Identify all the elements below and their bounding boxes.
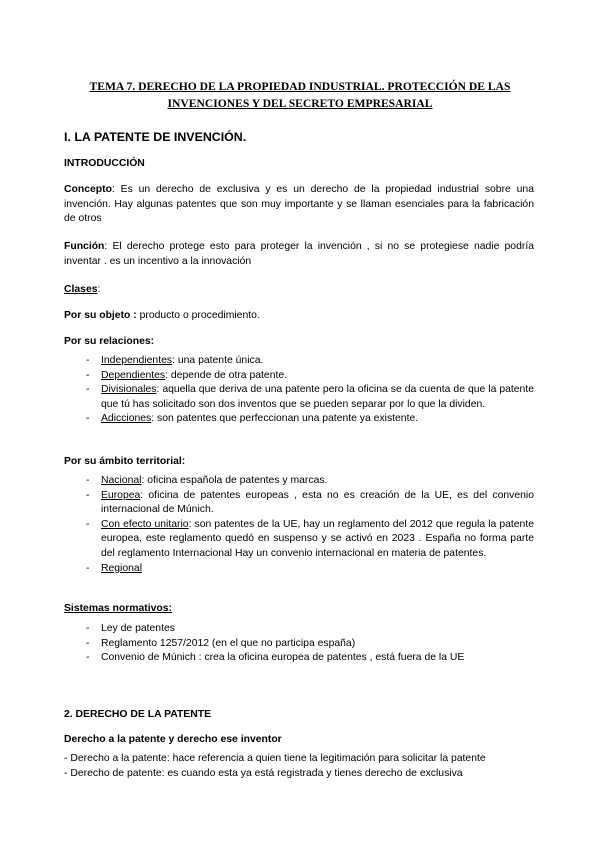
dash-bullet: - (86, 489, 90, 501)
list-item-text: una patente única. (174, 355, 264, 366)
dash-bullet: - (86, 369, 90, 381)
document-title (62, 78, 538, 112)
section-2-line-1: - Derecho a la patente: hace referencia a quien tiene la legitimación para solicitar la patente (64, 753, 486, 764)
list-item (64, 412, 534, 427)
concepto-paragraph (64, 183, 534, 227)
dash-bullet: - (86, 637, 90, 649)
list-item (64, 383, 534, 412)
list-item-term: Con efecto unitario (101, 518, 189, 530)
list-item-term: Dependientes (101, 369, 166, 381)
clases-heading (64, 283, 534, 298)
list-item-term: Europea (101, 489, 141, 501)
list-item-text: oficina de patentes europeas , esta no es creación de la UE, es del convenio internacional de Múnich. (101, 489, 534, 516)
section-2-line-2: - Derecho de patente: es cuando esta ya está registrada y tienes derecho de exclusiva (64, 768, 463, 779)
concepto-text: : Es un derecho de exclusiva y es un derecho de la propiedad industrial sobre una invención. Hay algunas patentes que son muy importante y se llaman esenciales para la fabricación de otros (64, 184, 534, 225)
clases-colon: : (97, 284, 101, 295)
relaciones-list (64, 354, 534, 427)
dash-bullet: - (86, 652, 90, 664)
list-item (64, 651, 534, 666)
funcion-label: Función (64, 241, 105, 252)
list-item (64, 637, 534, 652)
list-item-sep: : (141, 475, 145, 486)
list-item-term: Independientes (101, 355, 173, 366)
list-item-term: Divisionales (101, 384, 157, 396)
objeto-paragraph (64, 309, 534, 324)
list-item-text: son patentes que perfeccionan una patente ya existente. (154, 413, 419, 425)
introduccion-heading: INTRODUCCIÓN (64, 158, 145, 169)
list-item (64, 518, 534, 562)
dash-bullet: - (86, 518, 90, 530)
list-item-sep: : (188, 518, 192, 530)
section-1-heading: I. LA PATENTE DE INVENCIÓN. (64, 130, 247, 144)
list-item-text: son patentes de la UE, hay un reglamento del 2012 que regula la patente europea, este reglamento quedó en suspenso y se activó en 2023 . España no forma parte del reglamento Internacional Hay un convenio internacional en materia de patentes. (101, 518, 534, 559)
funcion-text: : El derecho protege esto para proteger la invención , si no se protegiese nadie podría inventar . es un incentivo a la innovación (64, 241, 534, 267)
list-item (64, 562, 534, 577)
list-item-sep: : (151, 413, 155, 425)
sistemas-list (64, 622, 534, 666)
list-item (64, 489, 534, 518)
list-item (64, 369, 534, 384)
funcion-paragraph (64, 240, 534, 269)
title-line-2: INVENCIONES Y DEL SECRETO EMPRESARIAL (167, 97, 433, 110)
list-item-text: Convenio de Múnich : crea la oficina europea de patentes , está fuera de la UE (101, 652, 465, 664)
section-2-subheading: Derecho a la patente y derecho ese inventor (64, 734, 282, 745)
territorial-list (64, 474, 534, 576)
dash-bullet: - (86, 355, 90, 366)
list-item-sep: : (165, 369, 169, 381)
dash-bullet: - (86, 475, 90, 486)
objeto-text: producto o procedimiento. (136, 310, 260, 321)
list-item-text: Reglamento 1257/2012 (en el que no participa españa) (101, 637, 356, 649)
list-item-text: aquella que deriva de una patente pero la oficina se da cuenta de que la patente que tú has solicitado son dos inventos que se pueden separar por lo que la dividen. (101, 384, 534, 410)
concepto-label: Concepto (64, 184, 112, 195)
dash-bullet: - (86, 623, 90, 634)
clases-label: Clases (64, 284, 98, 295)
relaciones-heading: Por su relaciones: (64, 336, 155, 347)
objeto-label: Por su objeto : (64, 310, 137, 321)
list-item-text: oficina española de patentes y marcas. (144, 475, 328, 486)
list-item-text: Ley de patentes (101, 623, 175, 634)
sistemas-heading: Sistemas normativos: (64, 603, 172, 614)
list-item-term: Regional (101, 562, 143, 574)
list-item-term: Adicciones (101, 413, 152, 425)
territorial-heading: Por su ámbito territorial: (64, 456, 186, 467)
list-item-text: depende de otra patente. (168, 369, 288, 381)
list-item-term: Nacional (101, 475, 142, 486)
title-line-1: TEMA 7. DERECHO DE LA PROPIEDAD INDUSTRIAL. PROTECCIÓN DE LAS (89, 80, 511, 93)
list-item (64, 354, 534, 369)
list-item-sep: : (156, 384, 160, 396)
list-item-sep: : (140, 489, 144, 501)
list-item-sep: : (172, 355, 175, 366)
dash-bullet: - (86, 413, 90, 425)
list-item (64, 622, 534, 637)
dash-bullet: - (86, 562, 90, 574)
section-2-heading: 2. DERECHO DE LA PATENTE (64, 709, 212, 720)
dash-bullet: - (86, 384, 90, 396)
list-item (64, 474, 534, 489)
